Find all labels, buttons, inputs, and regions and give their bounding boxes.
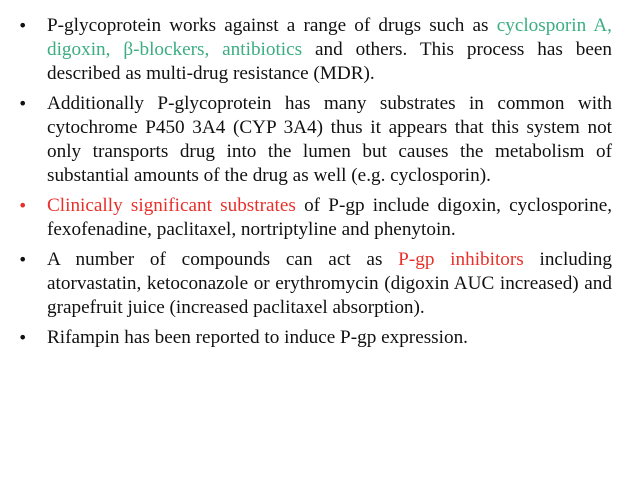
bullet-item-substrates [18, 194, 612, 242]
bullet-marker: • [18, 250, 28, 269]
bullet-highlight-drugs: cyclosporin A, digoxin, β-blockers, antibiotics [47, 15, 612, 60]
bullet-text-tail: including atorvastatin, ketoconazole or erythromycin (digoxin AUC increased) and grapefruit juice (increased paclitaxel absorption). [47, 249, 612, 318]
bullet-marker: • [18, 16, 28, 35]
bullet-text-tail: of P-gp include digoxin, cyclosporine, fexofenadine, paclitaxel, nortriptyline and phenytoin. [47, 195, 613, 240]
bullet-marker: • [18, 328, 28, 347]
bullet-marker: • [18, 94, 28, 113]
bullet-text-lead: Rifampin has been reported to induce P-gp expression. [47, 327, 468, 348]
bullet-highlight-inhibitors: P-gp inhibitors [398, 249, 524, 270]
bullet-item-rifampin [18, 326, 612, 350]
bullet-text-lead: A number of compounds can act as [47, 249, 399, 270]
bullet-highlight-substrates: Clinically significant substrates [47, 195, 296, 216]
bullet-list [18, 14, 612, 350]
bullet-item-inhibitors [18, 248, 612, 320]
bullet-item-mdr [18, 14, 612, 86]
bullet-item-cyp3a4 [18, 92, 612, 188]
bullet-marker: • [18, 196, 28, 215]
bullet-text-lead: P-glycoprotein works against a range of drugs such as [47, 15, 497, 36]
bullet-text-lead: Additionally P-glycoprotein has many substrates in common with cytochrome P450 3A4 (CYP 3A4) thus it appears that this system not only transports drug into the lumen but causes the metabolism of substantial amounts of the drug as well (e.g. cyclosporin). [47, 93, 612, 186]
bullet-text-tail: and others. This process has been described as multi-drug resistance (MDR). [47, 39, 612, 84]
